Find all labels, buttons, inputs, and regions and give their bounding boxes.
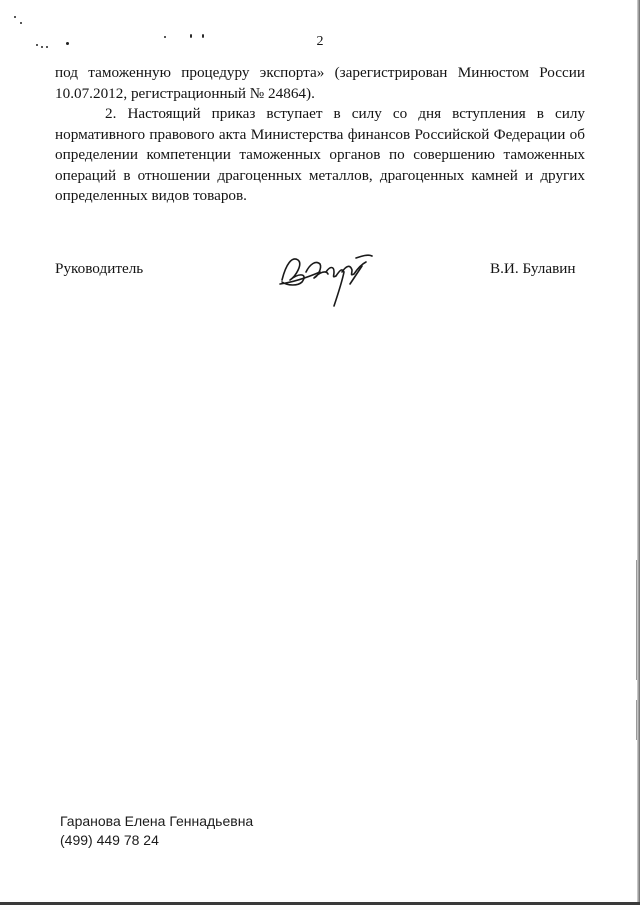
executor-name: Гаранова Елена Геннадьевна <box>60 813 254 829</box>
page-number: 2 <box>316 34 324 49</box>
scan-speck <box>14 16 16 18</box>
paragraph-continuation: под таможенную процедуру экспорта» (зарегистрирован Минюстом России 10.07.2012, регистрационный № 24864). <box>55 64 585 102</box>
paragraph-effective-date: 2. Настоящий приказ вступает в силу со дня вступления в силу нормативного правового акта Министерства финансов Российской Федерации об определении компетенции таможенных органов по совершению таможенных операций в отношении драгоценных металлов, драгоценных камней и других определенных видов товаров. <box>55 105 585 204</box>
signer-title: Руководитель <box>55 260 144 277</box>
signer-name: В.И. Булавин <box>490 260 576 277</box>
scan-edge-mark <box>636 700 637 740</box>
scan-edge-mark <box>636 560 637 680</box>
scan-speck <box>20 22 22 24</box>
executor-phone: (499) 449 78 24 <box>60 832 159 848</box>
executor-block <box>60 812 253 850</box>
handwritten-signature <box>276 242 376 308</box>
